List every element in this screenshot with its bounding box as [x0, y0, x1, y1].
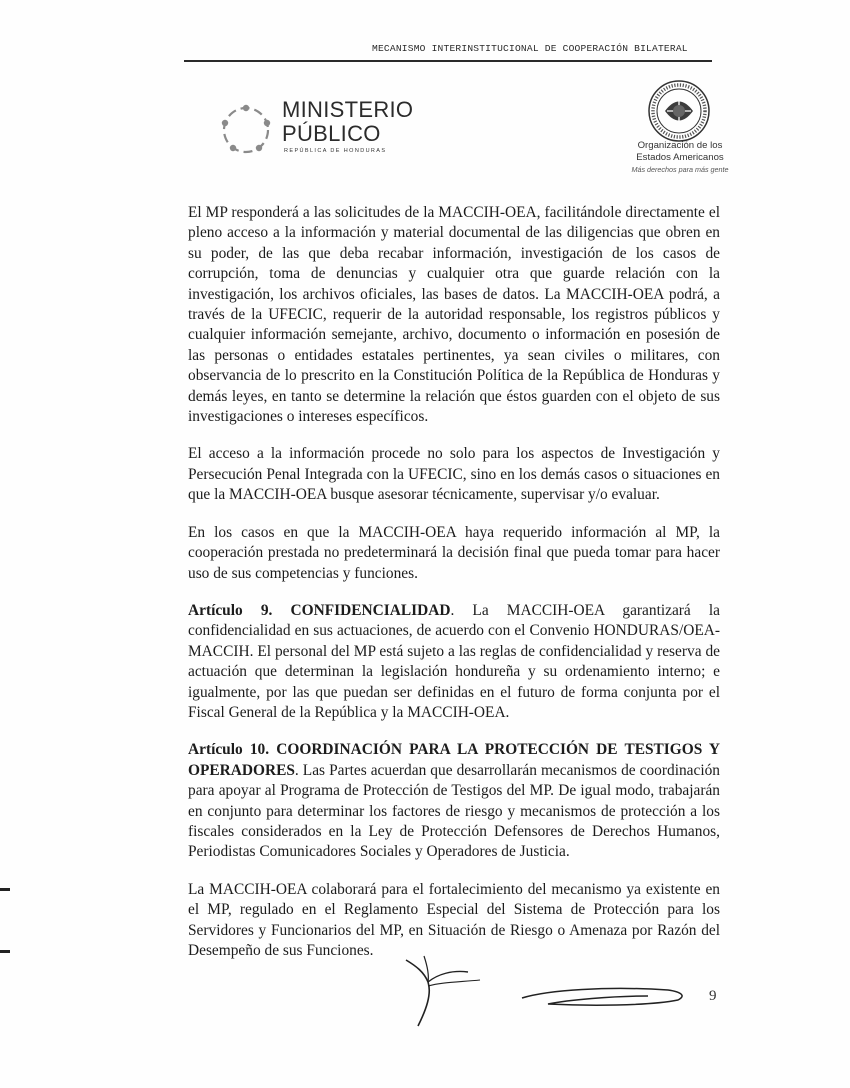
article-10-heading: Artículo 10. COORDINACIÓN PARA LA PROTECCIÓN DE TESTIGOS Y OPERADORES: [188, 741, 720, 779]
scan-edge-mark: [0, 950, 10, 953]
oea-name-line1: Organización de los: [637, 140, 723, 151]
header-rule: [184, 60, 712, 62]
paragraph-2: El acceso a la información procede no solo para los aspectos de Investigación y Persecución Penal Integrada con la UFECIC, sino en los demás casos o situaciones en que la MACCIH-OEA busque asesorar técnicamente, supervisar y/o evaluar.: [188, 445, 720, 504]
oea-motto: Más derechos para más gente: [631, 165, 729, 174]
document-body: [188, 203, 720, 961]
oea-seal-icon: [643, 78, 715, 144]
ministerio-subtitle: REPÚBLICA DE HONDURAS: [284, 148, 387, 154]
oea-logo: [628, 78, 738, 178]
running-header: MECANISMO INTERINSTITUCIONAL DE COOPERACIÓN BILATERAL: [372, 43, 688, 54]
article-9: [188, 601, 720, 723]
page-number: 9: [709, 988, 717, 1004]
ministerio-publico-logo: [216, 98, 416, 162]
ministerio-title: [282, 98, 413, 146]
handwritten-signatures: [398, 952, 698, 1032]
oea-name-line2: Estados Americanos: [636, 152, 724, 163]
article-10-text: . Las Partes acuerdan que desarrollarán mecanismos de coordinación para apoyar al Programa de Protección de Testigos del MP. De igual modo, trabajarán en conjunto para determinar los factores de riesgo y mecanismos de protección a los fiscales considerados en la Ley de Protección Defensores de Derechos Humanos, Periodistas Comunicadores Sociales y Operadores de Justicia.: [188, 761, 720, 861]
article-10: [188, 740, 720, 862]
paragraph-3: En los casos en que la MACCIH-OEA haya requerido información al MP, la cooperación prestada no predeterminará la decisión final que pueda tomar para hacer uso de sus competencias y funciones.: [188, 523, 720, 582]
oea-name: [628, 140, 732, 164]
paragraph-1: El MP responderá a las solicitudes de la MACCIH-OEA, facilitándole directamente el pleno acceso a la información y material documental de las diligencias que obren en su poder, de las que deba recabar información, investigación de los casos de corrupción, toma de denuncias y cualquier otra que guarde relación con la investigación, los archivos oficiales, las bases de datos. La MACCIH-OEA podrá, a través de la UFECIC, requerir de la autoridad responsable, los registros públicos y cualquier información semejante, archivo, documento o información en posesión de las personas o entidades estatales pertinentes, ya sean civiles o militares, con observancia de lo prescrito en la Constitución Política de la República de Honduras y demás leyes, en tanto se determine la relación que éstos guarden con el objeto de sus investigaciones o intereses específicos.: [188, 204, 720, 426]
ministerio-line1: MINISTERIO: [282, 97, 414, 122]
closing-paragraph: La MACCIH-OEA colaborará para el fortalecimiento del mecanismo ya existente en el MP, regulado en el Reglamento Especial del Sistema de Protección para los Servidores y Funcionarios del MP, en Situación de Riesgo o Amenaza por Razón del Desempeño de sus Funciones.: [188, 880, 720, 959]
article-9-text: . La MACCIH-OEA garantizará la confidencialidad en sus actuaciones, de acuerdo con el Convenio HONDURAS/OEA-MACCIH. El personal del MP está sujeto a las reglas de confidencialidad y reserva de actuación que determinan la legislación hondureña y su ordenamiento interno; e igualmente, por las que puedan ser definidas en el futuro de forma conjunta por el Fiscal General de la República y la MACCIH-OEA.: [188, 601, 720, 721]
article-9-heading: Artículo 9. CONFIDENCIALIDAD: [188, 601, 451, 619]
scan-edge-mark: [0, 888, 10, 891]
ministerio-emblem-icon: [216, 102, 276, 158]
ministerio-line2: PÚBLICO: [282, 121, 381, 146]
